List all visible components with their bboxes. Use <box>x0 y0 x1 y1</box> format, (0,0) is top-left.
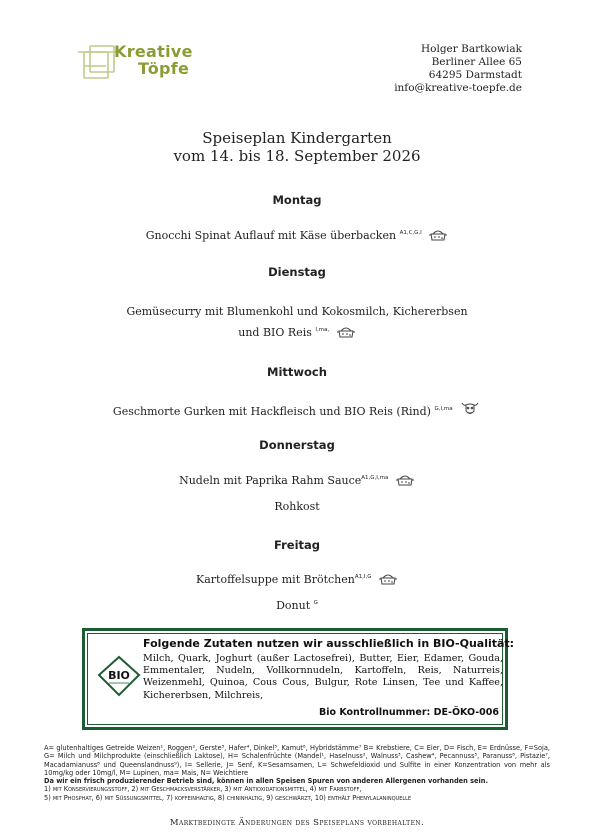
brand-name-line2: Töpfe <box>138 59 190 78</box>
allergen-code: I,ma, <box>315 327 330 333</box>
additives-line1: 1) mit Konservierungsstoff, 2) mit Geschmacksverstärker, 3) mit Antioxidationsmittel, 4) mit Farbstoff, <box>44 785 362 794</box>
day-heading-donnerstag: Donnerstag <box>259 438 335 452</box>
brand-name-line1: Kreative <box>114 42 193 61</box>
allergen-code: G <box>313 600 318 606</box>
additives-line2: 5) mit Phosphat, 6) mit Süßungsmittel, 7) koffeinhaltig, 8) chininhaltig, 9) geschwärzt, 10) enthält Phenylalaninquelle <box>44 793 412 802</box>
allergen-code: A1,G,I,ma <box>361 475 389 481</box>
dish-donnerstag <box>0 472 594 487</box>
title-line2: vom 14. bis 18. September 2026 <box>173 147 421 165</box>
dish-montag <box>0 227 594 242</box>
address-email[interactable]: info@kreative-toepfe.de <box>394 82 522 94</box>
dish-dienstag-line2 <box>0 324 594 339</box>
day-heading-mittwoch: Mittwoch <box>267 365 327 379</box>
allergen-code: A1,I,G <box>354 574 372 580</box>
allergen-list: A= glutenhaltiges Getreide Weizen¹, Roggen², Gerste³, Hafer⁴, Dinkel⁵, Kamut⁶, Hybridstämme⁷ B= Krebstiere, C= Eier, D= Fisch, E= Erdnüsse, F=Soja, G= Milch und Milchprodukte (einschließlich Laktose), H= Schalenfrüchte (Mandel¹, Haselnuss², Walnuss³, Cashew⁴, Pecannuss⁵, Paranuss⁶, Pistazie⁷, Macadamianuss⁸ und Queenslandnuss⁹), I= Sellerie, J= Senf, K=Sesamsamen, L= Schwefeldioxid und Sulfite in einer Konzentration von mehr als 10mg/kg oder 10mg/l, M= Lupinen, ma= Mais, N= Weichtiere <box>44 744 550 777</box>
brand-logo <box>76 40 226 82</box>
allergen-code: G,I,ma <box>434 406 453 412</box>
dish-text: Donut <box>276 599 311 612</box>
casserole-icon <box>395 472 415 487</box>
casserole-icon <box>378 571 398 586</box>
footer-note: Marktbedingte Änderungen des Speiseplans vorbehalten. <box>169 818 425 828</box>
address-name: Holger Bartkowiak <box>421 43 522 55</box>
dish-freitag <box>0 571 594 586</box>
bio-seal-label: BIO <box>108 669 130 682</box>
address-city: 64295 Darmstadt <box>428 69 522 81</box>
dish-freitag-dessert <box>0 599 594 612</box>
bio-ingredients: Milch, Quark, Joghurt (außer Lactosefrei), Butter, Eier, Edamer, Gouda, Emmentaler, Nudeln, Vollkornnudeln, Kartoffeln, Reis, Naturreis, Weizenmehl, Quinoa, Cous Cous, Bulgur, Rote Linsen, Tee und Kaffee, Kichererbsen, Milchreis, <box>143 653 503 701</box>
allergen-notice: Da wir ein frisch produzierender Betrieb sind, können in allen Speisen Spuren von anderen Allergenen vorhanden sein. <box>44 777 488 786</box>
address-street: Berliner Allee 65 <box>431 56 522 68</box>
day-heading-montag: Montag <box>272 193 322 207</box>
allergen-code: A1,C,G,I <box>399 230 422 236</box>
casserole-icon <box>336 324 356 339</box>
bio-title: Folgende Zutaten nutzen wir ausschließlich in BIO-Qualität: <box>143 637 515 650</box>
dish-donnerstag-side: Rohkost <box>274 500 320 513</box>
dish-text: Nudeln mit Paprika Rahm Sauce <box>179 474 362 487</box>
dish-text: und BIO Reis <box>238 326 312 339</box>
page-title <box>0 129 594 165</box>
dish-text: Kartoffelsuppe mit Brötchen <box>196 573 355 586</box>
day-heading-dienstag: Dienstag <box>268 265 326 279</box>
casserole-icon <box>428 227 448 242</box>
title-line1: Speiseplan Kindergarten <box>202 129 392 147</box>
bio-info-box <box>82 628 515 730</box>
day-heading-freitag: Freitag <box>273 538 321 552</box>
allergen-legend <box>44 744 550 802</box>
bio-control-number: Bio Kontrollnummer: DE-ÖKO-006 <box>319 707 499 718</box>
cow-icon <box>459 400 481 418</box>
dish-text: Gnocchi Spinat Auflauf mit Käse überbacken <box>145 229 397 242</box>
bio-seal-icon <box>97 655 141 697</box>
dish-text: Geschmorte Gurken mit Hackfleisch und BIO Reis (Rind) <box>112 405 431 418</box>
dish-dienstag-line1: Gemüsecurry mit Blumenkohl und Kokosmilch, Kichererbsen <box>126 305 468 318</box>
dish-mittwoch <box>0 400 594 418</box>
address-block <box>394 43 522 95</box>
